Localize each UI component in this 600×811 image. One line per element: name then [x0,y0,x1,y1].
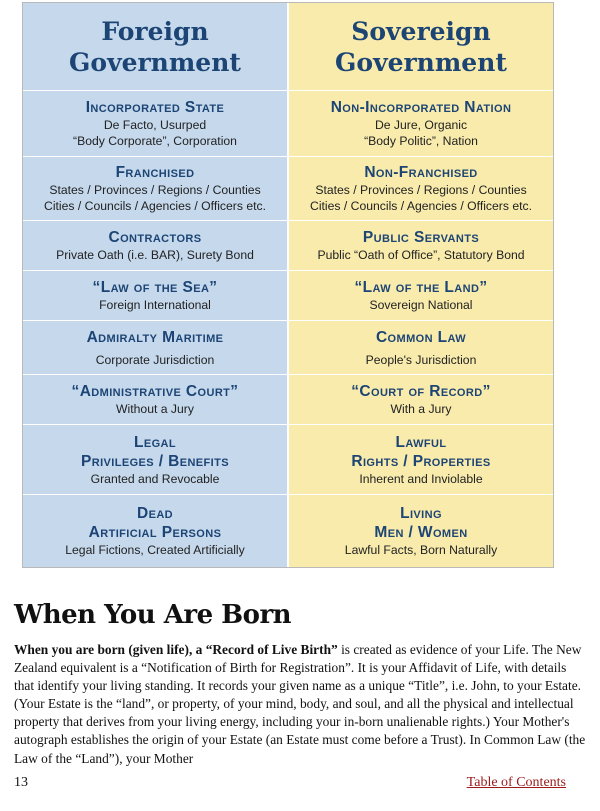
cell-title: Rights / Properties [351,452,491,470]
foreign-cell [23,271,289,320]
cell-subtitle: Cities / Councils / Agencies / Officers etc. [310,199,532,213]
cell-title: Privileges / Benefits [81,452,229,470]
cell-title: Men / Women [374,524,468,541]
page-number: 13 [14,775,28,790]
foreign-cell [23,425,289,494]
foreign-government-header [23,3,289,90]
cell-subtitle: De Jure, Organic [374,118,468,132]
cell-title: Artificial Persons [88,524,222,541]
cell-title: “Law of the Sea” [92,279,218,296]
cell-title: Contractors [108,229,202,246]
cell-title: “Law of the Land” [354,279,488,296]
foreign-cell [23,157,289,220]
cell-subtitle: “Body Politic”, Nation [364,134,478,148]
sovereign-cell [289,91,553,156]
cell-subtitle: States / Provinces / Regions / Counties [49,183,261,197]
cell-subtitle: Granted and Revocable [90,471,220,486]
sovereign-cell [289,271,553,320]
cell-title: Legal [133,433,177,451]
cell-title: “Court of Record” [351,383,491,400]
sovereign-cell [289,425,553,494]
sovereign-cell [289,495,553,567]
section-heading: When You Are Born [14,600,292,630]
table-row [23,157,553,221]
cell-title: Admiralty Maritime [86,328,224,346]
cell-subtitle: Corporate Jurisdiction [95,352,215,367]
cell-subtitle: Legal Fictions, Created Artificially [65,543,245,557]
cell-subtitle: Foreign International [99,298,211,312]
cell-subtitle: “Body Corporate”, Corporation [73,134,237,148]
sovereign-cell [289,375,553,424]
cell-subtitle: Sovereign National [369,298,473,312]
foreign-cell [23,375,289,424]
cell-title: Franchised [115,164,195,181]
table-row [23,221,553,271]
cell-title: Common Law [375,328,467,346]
cell-title: Non-Incorporated Nation [330,99,512,116]
cell-title: Dead [136,505,174,522]
cell-subtitle: Private Oath (i.e. BAR), Surety Bond [56,248,254,262]
cell-title: Lawful [395,433,447,451]
paragraph-body: is created as evidence of your Life. The New Zealand equivalent is a “Notification of Birth for Registration”. It is your Affidavit of Life, with details that identify your living standing. It records your given name as a unique “Title”, i.e. John, to your Estate. (Your Estate is the “land”, or property, of your mind, body, and soul, and all the physical and intellectual property that derives from your living energy, including your in-born unalienable rights.) Your Mother's autograph establishes the origin of your Estate (an Estate must come before a Trust). In Common Law (the Law of the “Land”), your Mother [14,642,586,766]
foreign-cell [23,91,289,156]
foreign-cell [23,221,289,270]
cell-subtitle: De Facto, Usurped [103,118,207,132]
cell-subtitle: Inherent and Inviolable [359,471,483,486]
table-row [23,321,553,375]
body-paragraph [14,641,588,768]
header-row [23,3,553,91]
table-row [23,91,553,157]
header-line: Sovereign [351,16,491,46]
cell-subtitle: Cities / Councils / Agencies / Officers etc. [44,199,266,213]
cell-title: “Administrative Court” [71,383,239,400]
sovereign-government-header [289,3,553,90]
sovereign-cell [289,221,553,270]
header-line: Government [69,47,241,77]
foreign-cell [23,321,289,374]
table-row [23,425,553,495]
lead-bold-text: When you are born (given life), a [14,642,206,657]
cell-subtitle: Public “Oath of Office”, Statutory Bond [317,248,525,262]
record-of-live-birth-term: “Record of Live Birth” [205,642,338,657]
table-row [23,271,553,321]
cell-subtitle: Lawful Facts, Born Naturally [344,543,498,557]
cell-subtitle: People's Jurisdiction [365,352,477,367]
table-of-contents-link[interactable]: Table of Contents [466,775,566,790]
header-line: Government [335,47,507,77]
header-line: Foreign [101,16,209,46]
cell-subtitle: With a Jury [390,402,452,416]
cell-subtitle: States / Provinces / Regions / Counties [315,183,527,197]
cell-title: Living [400,505,442,522]
sovereign-cell [289,157,553,220]
sovereign-cell [289,321,553,374]
comparison-table [22,2,554,568]
cell-title: Public Servants [362,229,480,246]
cell-subtitle: Without a Jury [116,402,194,416]
table-row [23,375,553,425]
foreign-cell [23,495,289,567]
cell-title: Incorporated State [85,99,225,116]
table-row [23,495,553,567]
cell-title: Non-Franchised [364,164,478,181]
